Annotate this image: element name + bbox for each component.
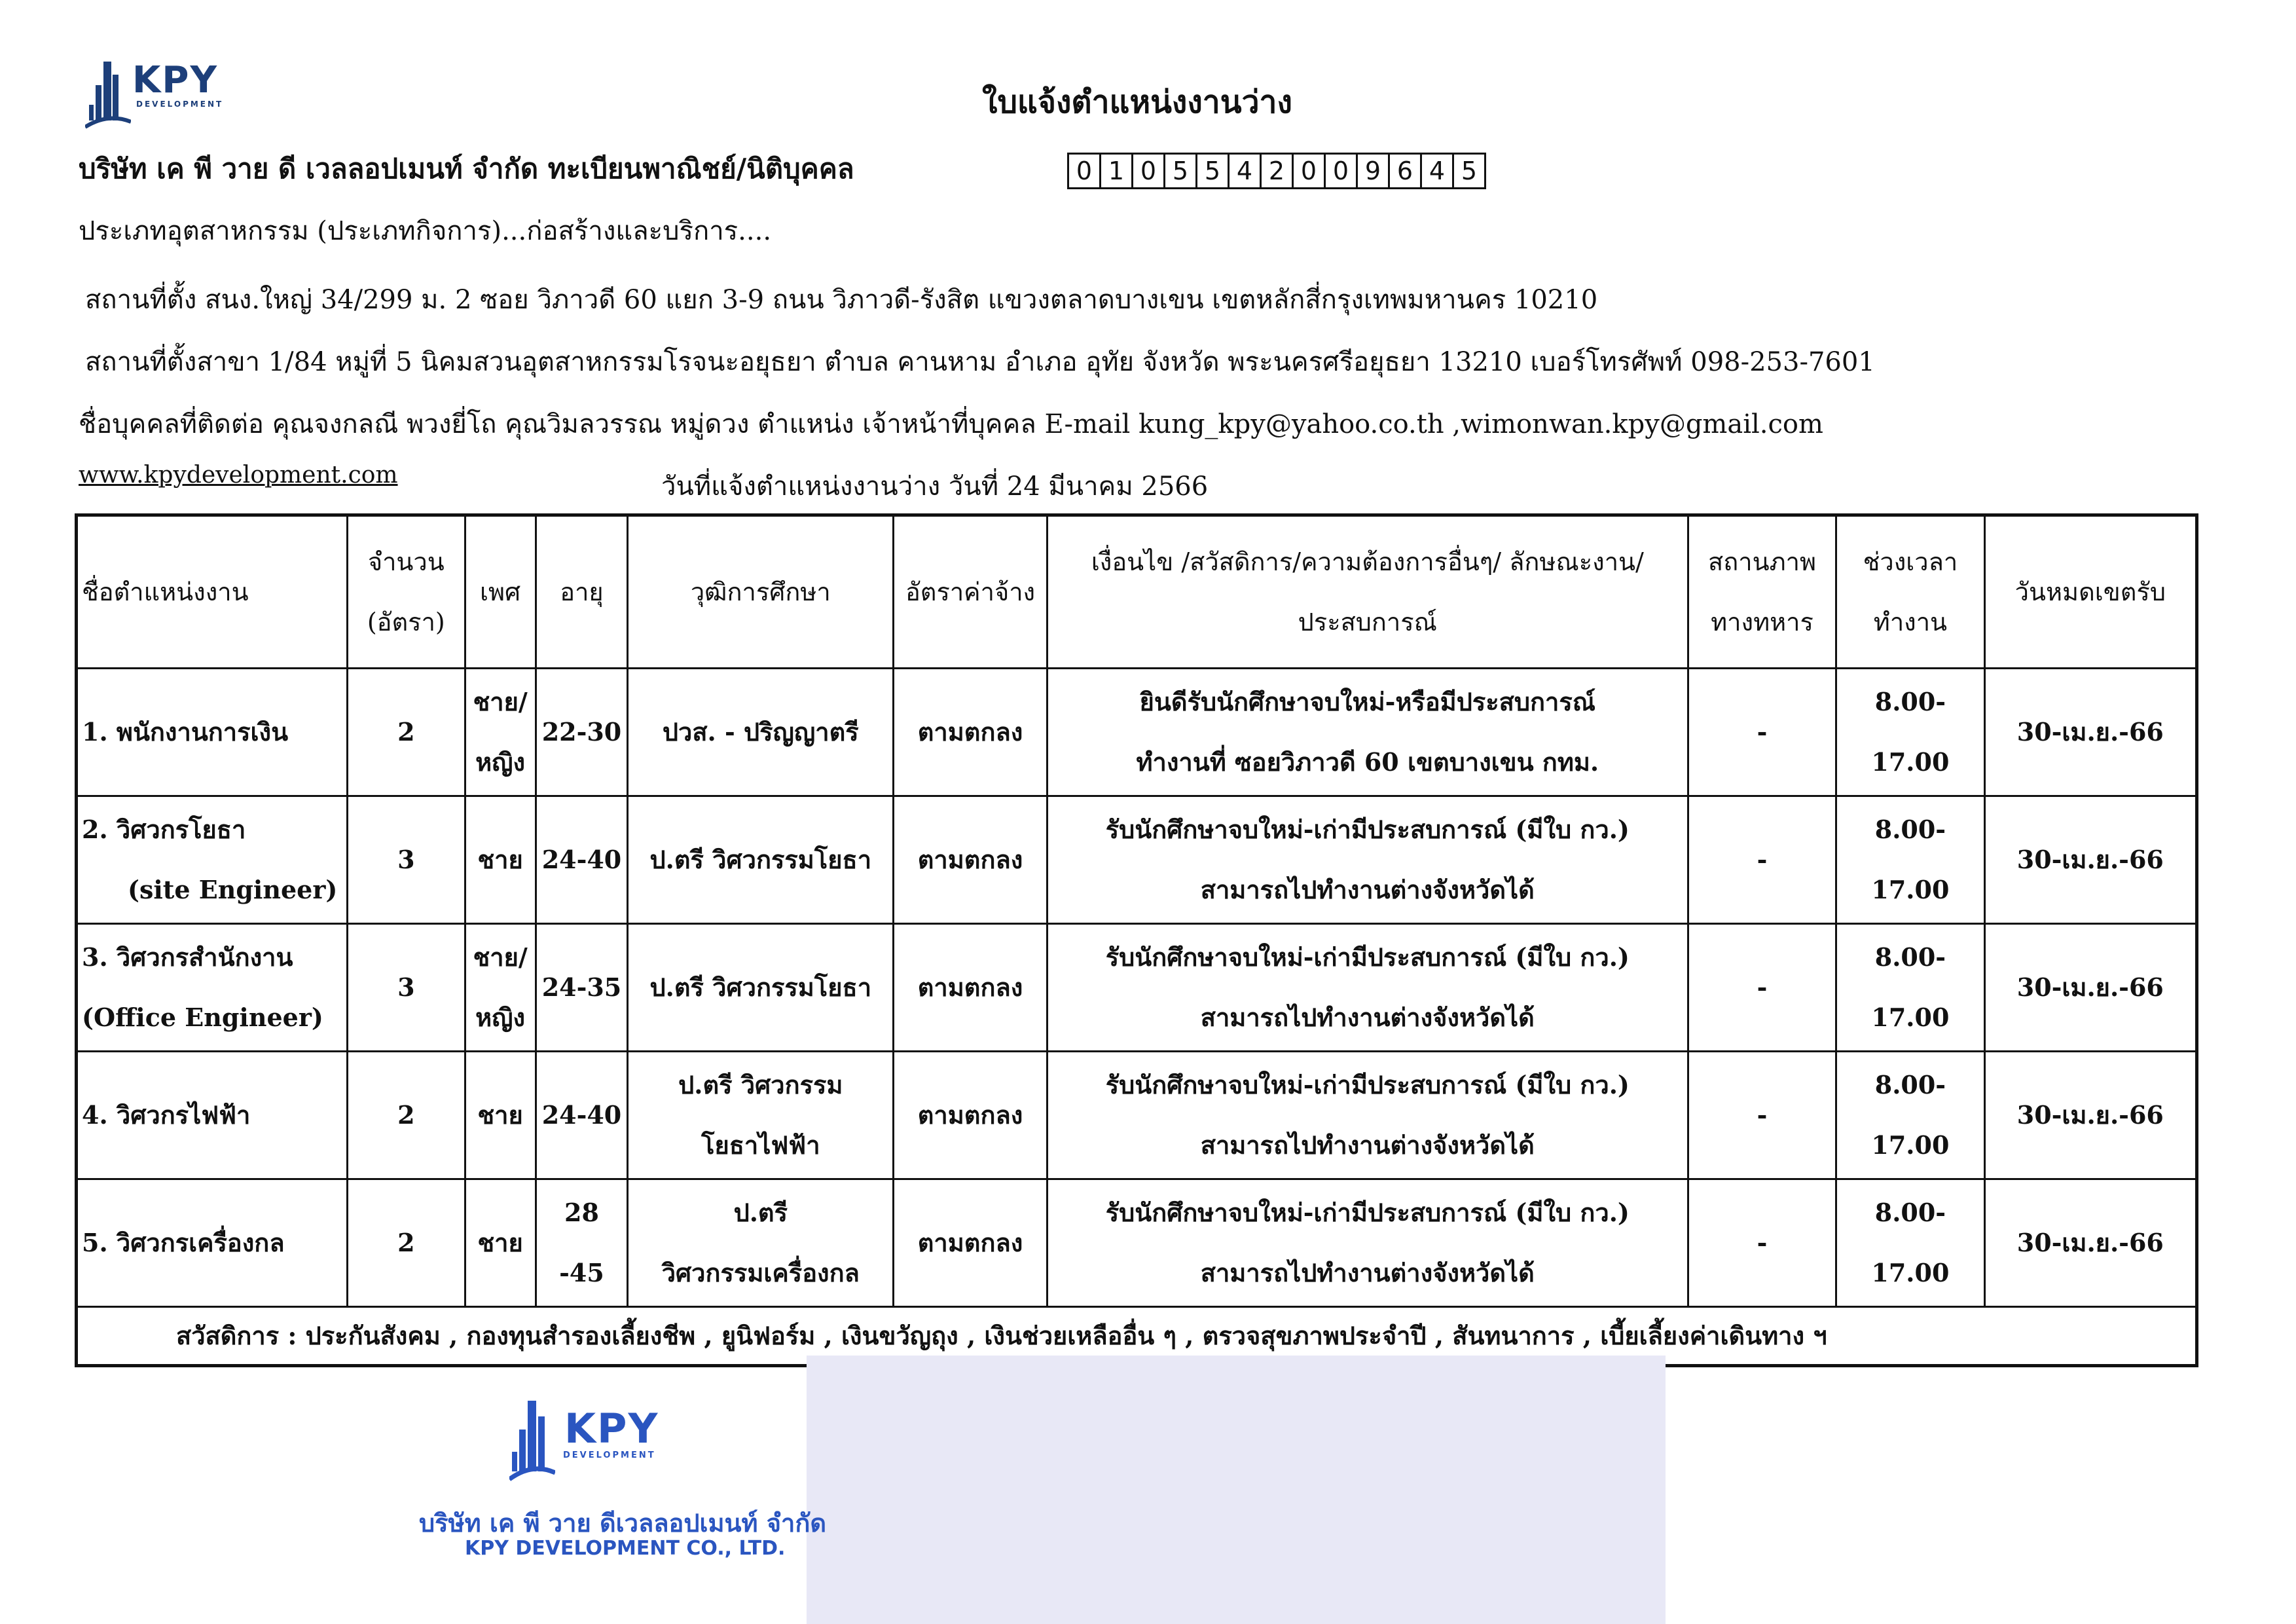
reg-digit: 0 [1133,155,1165,187]
reg-digit: 9 [1358,155,1390,187]
reg-digit: 5 [1165,155,1197,187]
cell-pay: ตามตกลง [894,1179,1048,1307]
header-count: จำนวน (อัตรา) [348,515,465,669]
welfare-text: สวัสดิการ : ประกันสังคม , กองทุนสำรองเลี้ยงชีพ , ยูนิฟอร์ม , เงินขวัญถุง , เงินช่วยเหลืออื่น ๆ , ตรวจสุขภาพประจำปี , สันทนาการ , เบี้ยเลี้ยงค่าเดินทาง ฯ [77,1307,2197,1366]
header-closing-date: วันหมดเขตรับ [1984,515,2196,669]
page-title: ใบแจ้งตำแหน่งงานว่าง [982,84,1292,120]
cell-military: - [1688,924,1836,1052]
cell-pay: ตามตกลง [894,796,1048,924]
cell-position: 3. วิศวกรสำนักงาน (Office Engineer) [77,924,348,1052]
cell-sex: ชาย/ หญิง [465,924,536,1052]
reg-digit: 0 [1326,155,1358,187]
cell-work-time: 8.00-17.00 [1836,924,1984,1052]
cell-education: ป.ตรี วิศวกรรมโยธา [628,924,894,1052]
header-age: อายุ [536,515,628,669]
table-row [77,796,2197,924]
reg-digit: 0 [1069,155,1101,187]
cell-military: - [1688,796,1836,924]
cell-sex: ชาย [465,1052,536,1179]
stamp-thai-name: บริษัท เค พี วาย ดีเวลลอปเมนท์ จำกัด [419,1509,827,1538]
cell-position: 2. วิศวกรโยธา (site Engineer) [77,796,348,924]
reg-digit: 0 [1294,155,1326,187]
vacancy-table [75,513,2198,1367]
reg-digit: 6 [1390,155,1422,187]
cell-conditions: รับนักศึกษาจบใหม่-เก่ามีประสบการณ์ (มีใบ กว.) สามารถไปทำงานต่างจังหวัดได้ [1047,1179,1688,1307]
reg-digit: 5 [1197,155,1230,187]
table-row [77,924,2197,1052]
cell-sex: ชาย [465,796,536,924]
logo-subtext: DEVELOPMENT [136,100,224,109]
cell-education: ป.ตรี วิศวกรรมเครื่องกล [628,1179,894,1307]
table-row [77,1179,2197,1307]
header-conditions: เงื่อนไข /สวัสดิการ/ความต้องการอื่นๆ/ ลักษณะงาน/ ประสบการณ์ [1047,515,1688,669]
cell-age: 24-35 [536,924,628,1052]
reg-digit: 4 [1422,155,1454,187]
cell-pay: ตามตกลง [894,924,1048,1052]
reg-digit: 4 [1230,155,1262,187]
stamp-buildings-icon [509,1398,555,1483]
cell-conditions: รับนักศึกษาจบใหม่-เก่ามีประสบการณ์ (มีใบ กว.) สามารถไปทำงานต่างจังหวัดได้ [1047,796,1688,924]
cell-count: 3 [348,796,465,924]
cell-conditions: รับนักศึกษาจบใหม่-เก่ามีประสบการณ์ (มีใบ กว.) สามารถไปทำงานต่างจังหวัดได้ [1047,1052,1688,1179]
company-stamp [367,1398,825,1568]
cell-education: ป.ตรี วิศวกรรม โยธาไฟฟ้า [628,1052,894,1179]
address-branch: สถานที่ตั้งสาขา 1/84 หมู่ที่ 5 นิคมสวนอุตสาหกรรมโรจนะอยุธยา ตำบล คานหาม อำเภอ อุทัย จังหวัด พระนครศรีอยุธยา 13210 เบอร์โทรศัพท์ 098-253-7601 [85,347,1875,377]
reg-digit: 5 [1461,157,1478,185]
website-link[interactable]: www.kpydevelopment.com [79,462,398,489]
cell-education: ป.ตรี วิศวกรรมโยธา [628,796,894,924]
cell-pay: ตามตกลง [894,669,1048,796]
cell-closing-date: 30-เม.ย.-66 [1984,1179,2196,1307]
cell-work-time: 8.00-17.00 [1836,1179,1984,1307]
industry-type: ประเภทอุตสาหกรรม (ประเภทกิจการ)...ก่อสร้างและบริการ.... [79,216,772,246]
cell-position: 4. วิศวกรไฟฟ้า [77,1052,348,1179]
cell-work-time: 8.00-17.00 [1836,1052,1984,1179]
cell-count: 2 [348,1179,465,1307]
header-work-time: ช่วงเวลา ทำงาน [1836,515,1984,669]
cell-age: 24-40 [536,796,628,924]
cell-count: 3 [348,924,465,1052]
cell-sex: ชาย [465,1179,536,1307]
table-row [77,1052,2197,1179]
cell-conditions: รับนักศึกษาจบใหม่-เก่ามีประสบการณ์ (มีใบ กว.) สามารถไปทำงานต่างจังหวัดได้ [1047,924,1688,1052]
cell-count: 2 [348,1052,465,1179]
announcement-date: วันที่แจ้งตำแหน่งงานว่าง วันที่ 24 มีนาคม 2566 [661,471,1209,502]
logo-text: KPY [132,59,218,101]
cell-military: - [1688,1179,1836,1307]
cell-closing-date: 30-เม.ย.-66 [1984,669,2196,796]
cell-sex: ชาย/ หญิง [465,669,536,796]
cell-closing-date: 30-เม.ย.-66 [1984,1052,2196,1179]
cell-count: 2 [348,669,465,796]
cell-position: 1. พนักงานการเงิน [77,669,348,796]
redacted-area [807,1356,1666,1624]
company-logo [85,59,229,131]
cell-military: - [1688,669,1836,796]
cell-closing-date: 30-เม.ย.-66 [1984,924,2196,1052]
cell-age: 28 -45 [536,1179,628,1307]
cell-conditions: ยินดีรับนักศึกษาจบใหม่-หรือมีประสบการณ์ ทำงานที่ ซอยวิภาวดี 60 เขตบางเขน กทม. [1047,669,1688,796]
cell-closing-date: 30-เม.ย.-66 [1984,796,2196,924]
address-headquarters: สถานที่ตั้ง สนง.ใหญ่ 34/299 ม. 2 ซอย วิภาวดี 60 แยก 3-9 ถนน วิภาวดี-รังสิต แขวงตลาดบางเขน เขตหลักสี่กรุงเทพมหานคร 10210 [85,285,1598,315]
header-position: ชื่อตำแหน่งงาน [77,515,348,669]
cell-age: 24-40 [536,1052,628,1179]
reg-digit: 1 [1101,155,1133,187]
contact-person: ชื่อบุคคลที่ติดต่อ คุณจงกลณี พวงยี่โถ คุณวิมลวรรณ หมู่ดวง ตำแหน่ง เจ้าหน้าที่บุคคล E-mail kung_kpy@yahoo.co.th ,wimonwan.kpy@gmail.com [79,409,1823,439]
logo-buildings-icon [85,59,131,131]
cell-military: - [1688,1052,1836,1179]
cell-work-time: 8.00-17.00 [1836,796,1984,924]
header-pay: อัตราค่าจ้าง [894,515,1048,669]
header-sex: เพศ [465,515,536,669]
stamp-logo-subtext: DEVELOPMENT [563,1450,656,1460]
registration-number-box [1067,153,1486,189]
reg-digit: 2 [1262,155,1294,187]
cell-age: 22-30 [536,669,628,796]
stamp-english-name: KPY DEVELOPMENT CO., LTD. [465,1537,786,1560]
table-header-row [77,515,2197,669]
company-line: บริษัท เค พี วาย ดี เวลลอปเมนท์ จำกัด ทะเบียนพาณิชย์/นิติบุคคล [79,153,854,185]
header-military-status: สถานภาพ ทางทหาร [1688,515,1836,669]
header-education: วุฒิการศึกษา [628,515,894,669]
stamp-logo-text: KPY [564,1405,659,1452]
cell-position: 5. วิศวกรเครื่องกล [77,1179,348,1307]
cell-work-time: 8.00-17.00 [1836,669,1984,796]
cell-pay: ตามตกลง [894,1052,1048,1179]
table-row [77,669,2197,796]
cell-education: ปวส. - ปริญญาตรี [628,669,894,796]
